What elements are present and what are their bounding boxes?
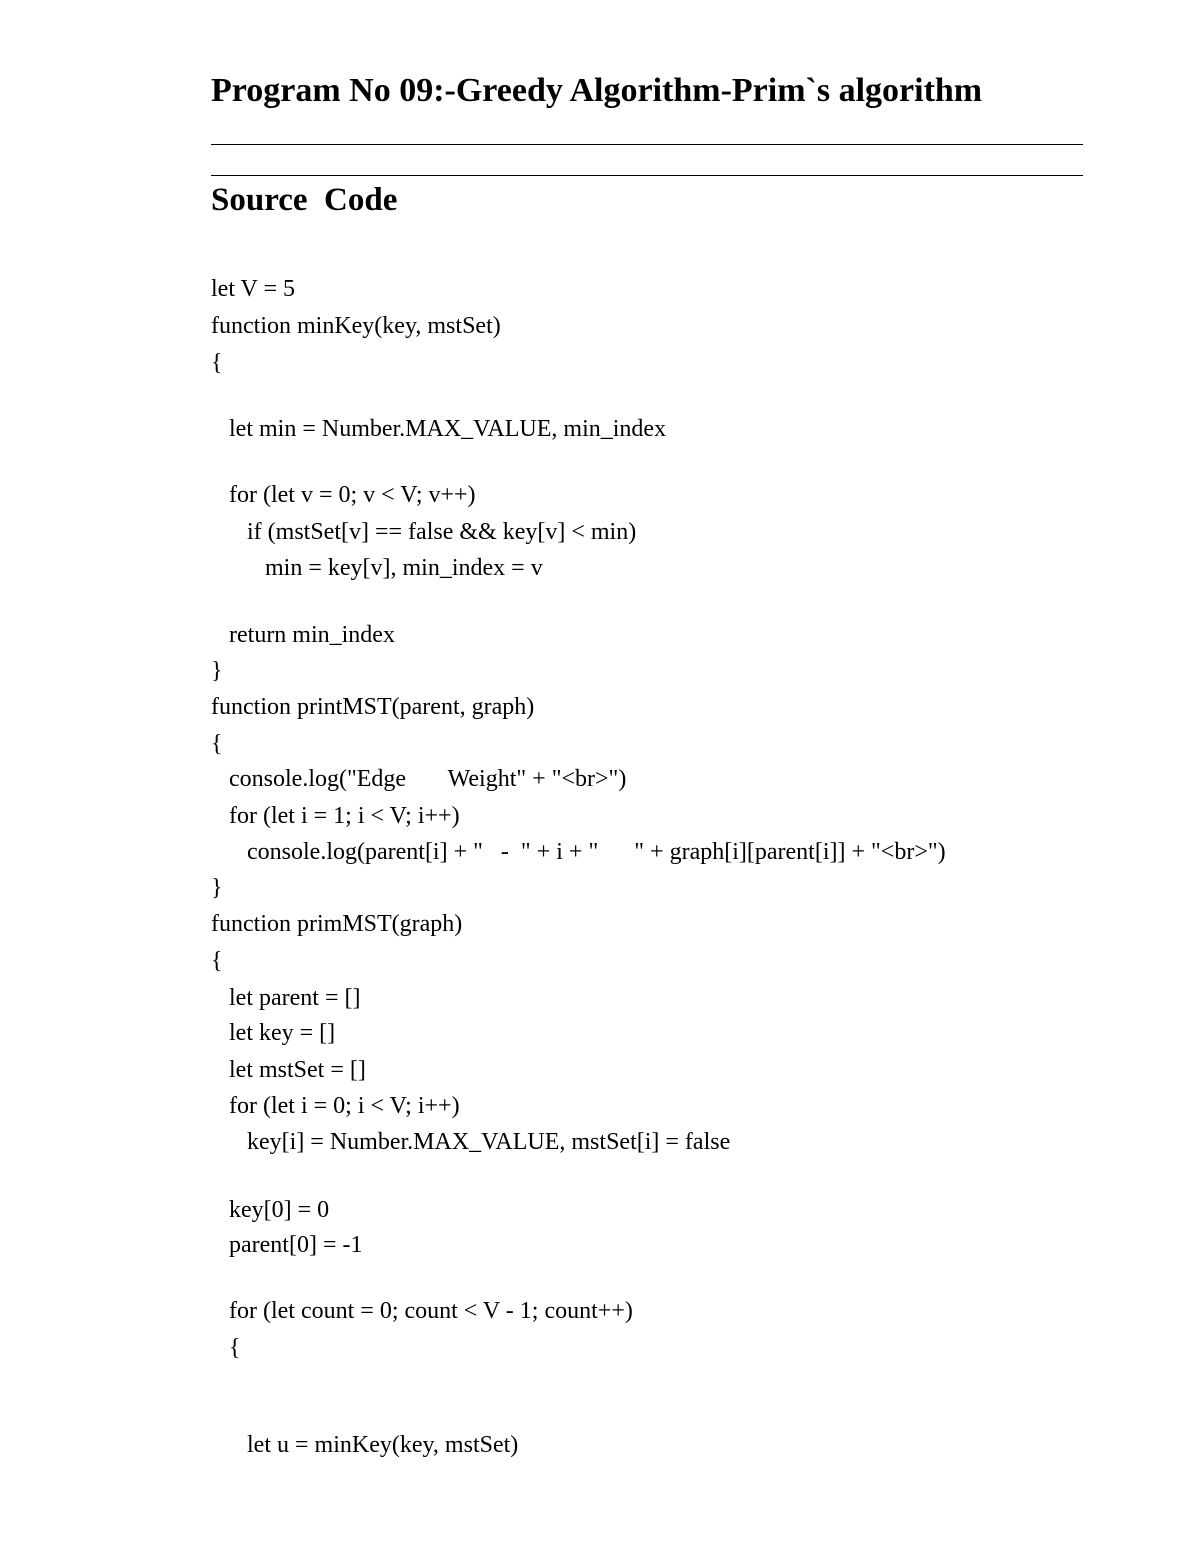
horizontal-rule — [211, 175, 1083, 176]
code-line: let min = Number.MAX_VALUE, min_index — [211, 416, 667, 442]
page-title: Program No 09:-Greedy Algorithm-Prim`s algorithm — [211, 72, 983, 109]
code-line: let mstSet = [] — [211, 1057, 366, 1083]
code-line: key[0] = 0 — [211, 1197, 330, 1223]
code-line: console.log("Edge Weight" + "<br>") — [211, 766, 627, 792]
code-line: if (mstSet[v] == false && key[v] < min) — [211, 519, 637, 545]
code-line: parent[0] = -1 — [211, 1232, 363, 1258]
code-line: { — [211, 350, 223, 376]
code-line: return min_index — [211, 622, 395, 648]
code-line: min = key[v], min_index = v — [211, 555, 543, 581]
code-line: for (let count = 0; count < V - 1; count++) — [211, 1298, 633, 1324]
code-line: let key = [] — [211, 1020, 336, 1046]
code-line: function minKey(key, mstSet) — [211, 313, 501, 339]
section-heading: Source Code — [211, 182, 398, 218]
code-line: { — [211, 948, 223, 974]
code-line: for (let i = 0; i < V; i++) — [211, 1093, 460, 1119]
code-line: } — [211, 875, 223, 901]
code-line: let V = 5 — [211, 276, 295, 302]
code-line: function printMST(parent, graph) — [211, 694, 535, 720]
code-line: for (let i = 1; i < V; i++) — [211, 803, 460, 829]
code-line: for (let v = 0; v < V; v++) — [211, 482, 476, 508]
code-line: let parent = [] — [211, 985, 361, 1011]
code-line: console.log(parent[i] + " - " + i + " " + graph[i][parent[i]] + "<br>") — [211, 839, 946, 865]
code-line: } — [211, 658, 223, 684]
code-line: { — [211, 731, 223, 757]
horizontal-rule — [211, 144, 1083, 145]
code-line: function primMST(graph) — [211, 911, 463, 937]
code-line: key[i] = Number.MAX_VALUE, mstSet[i] = false — [211, 1129, 731, 1155]
code-line: { — [211, 1335, 241, 1361]
code-line: let u = minKey(key, mstSet) — [211, 1432, 519, 1458]
